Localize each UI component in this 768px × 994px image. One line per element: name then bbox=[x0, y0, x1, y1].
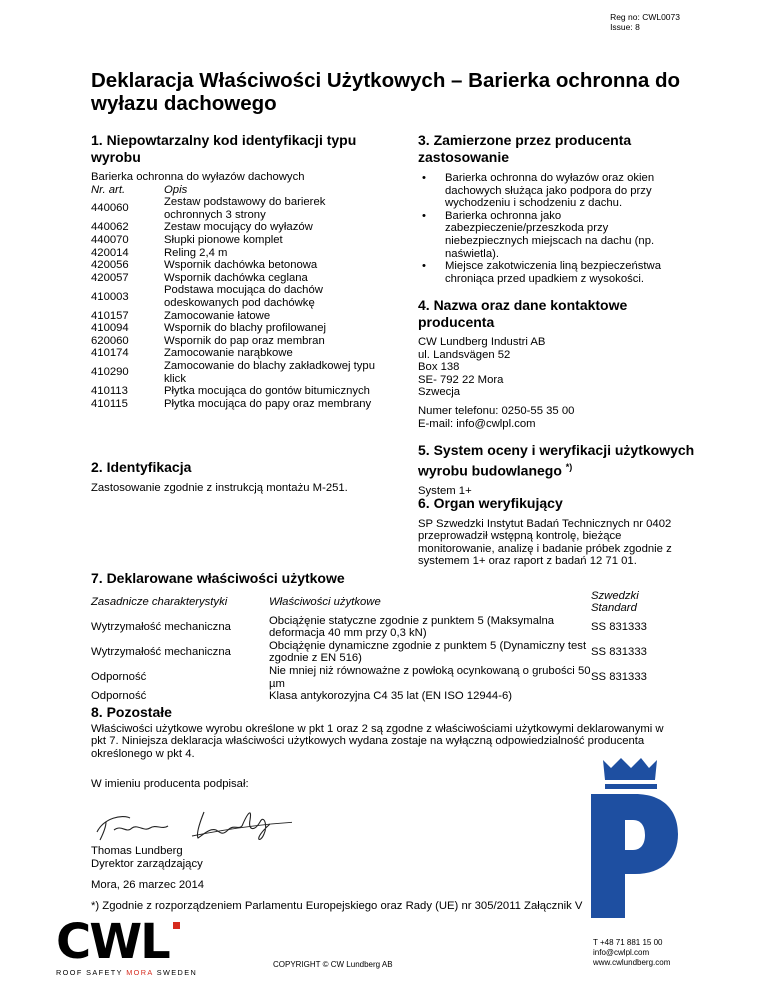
property-row bbox=[91, 615, 686, 640]
usage-item: • Miejsce zakotwiczenia liną bezpieczeństwa chroniąca przed upadkiem z wysokości. bbox=[418, 260, 680, 285]
properties-table bbox=[91, 590, 686, 703]
section-5-heading bbox=[418, 442, 698, 479]
address-block bbox=[418, 336, 680, 399]
item-row bbox=[91, 221, 381, 234]
property-value: Obciążęnie dynamiczne zgodnie z punktem 5 (Dynamiczny test zgodnie z EN 516) bbox=[269, 639, 587, 665]
signatory-role: Dyrektor zarządzający bbox=[91, 857, 203, 870]
property-characteristic: Odporność bbox=[91, 690, 147, 703]
item-row bbox=[91, 347, 381, 360]
reg-number: Reg no: CWL0073 bbox=[610, 12, 680, 22]
contact-phone: Numer telefonu: 0250-55 35 00 bbox=[418, 404, 575, 417]
col-standard-header: Szwedzki Standard bbox=[591, 589, 639, 615]
item-row bbox=[91, 284, 381, 309]
item-number: 420014 bbox=[91, 246, 129, 259]
footer-web: www.cwlundberg.com bbox=[593, 958, 671, 967]
property-characteristic: Odporność bbox=[91, 671, 147, 684]
properties-header bbox=[91, 590, 686, 615]
section-6-heading: 6. Organ weryfikujący bbox=[418, 495, 563, 511]
item-description: Wspornik do pap oraz membran bbox=[164, 334, 325, 347]
item-number: 410290 bbox=[91, 366, 129, 379]
item-number: 410115 bbox=[91, 397, 128, 410]
item-row bbox=[91, 234, 381, 247]
item-description: Zamocowanie łatowe bbox=[164, 309, 271, 322]
logo-dot-icon bbox=[173, 922, 180, 929]
section-8-heading: 8. Pozostałe bbox=[91, 704, 172, 720]
section-5-text: System 1+ bbox=[418, 484, 472, 497]
property-standard bbox=[591, 690, 686, 703]
property-standard: SS 831333 bbox=[591, 671, 647, 684]
col-properties-header: Właściwości użytkowe bbox=[269, 595, 381, 608]
usage-item: • Barierka ochronna do wyłazów oraz okien dachowych służąca jako podpora do przy wychodzeniu i schodzeniu z dachu. bbox=[418, 172, 680, 210]
item-number: 420056 bbox=[91, 259, 129, 272]
item-row bbox=[91, 385, 381, 398]
property-row bbox=[91, 690, 686, 703]
item-number: 440060 bbox=[91, 202, 129, 215]
property-characteristic: Wytrzymałość mechaniczna bbox=[91, 646, 231, 659]
footer-phone: T +48 71 881 15 00 bbox=[593, 938, 663, 947]
item-description: Zestaw mocujący do wyłazów bbox=[164, 221, 313, 234]
item-description: Płytka mocująca do papy oraz membrany bbox=[164, 397, 372, 410]
section-7-heading: 7. Deklarowane właściwości użytkowe bbox=[91, 570, 345, 586]
item-description: Wspornik do blachy profilowanej bbox=[164, 322, 327, 335]
item-description: Słupki pionowe komplet bbox=[164, 233, 283, 246]
cwl-logo bbox=[56, 914, 198, 977]
item-description: Reling 2,4 m bbox=[164, 246, 228, 259]
tagline-sweden: SWEDEN bbox=[156, 968, 198, 977]
issue-number: Issue: 8 bbox=[610, 22, 640, 32]
address-line: Szwecja bbox=[418, 386, 461, 399]
item-number: 420057 bbox=[91, 271, 129, 284]
contact-email: E-mail: info@cwlpl.com bbox=[418, 417, 536, 430]
item-number: 620060 bbox=[91, 334, 129, 347]
section-6 bbox=[418, 495, 700, 568]
footnote: *) Zgodnie z rozporządzeniem Parlamentu Europejskiego oraz Rady (UE) nr 305/2011 Załącznik V bbox=[91, 899, 583, 912]
section-1-heading: 1. Niepowtarzalny kod identyfikacji typu wyrobu bbox=[91, 132, 357, 165]
item-description: Zestaw podstawowy do barierek ochronnych 3 strony bbox=[164, 196, 326, 221]
address-line: SE- 792 22 Mora bbox=[418, 373, 504, 386]
signature-image bbox=[92, 800, 292, 850]
address-line: ul. Landsvägen 52 bbox=[418, 348, 511, 361]
col-opis-header: Opis bbox=[164, 183, 188, 196]
item-number: 440070 bbox=[91, 233, 129, 246]
item-description: Podstawa mocująca do dachów odeskowanych pod dachówkę bbox=[164, 284, 323, 309]
item-description: Płytka mocująca do gontów bitumicznych bbox=[164, 385, 370, 398]
address-line: CW Lundberg Industri AB bbox=[418, 336, 546, 348]
item-row bbox=[91, 196, 381, 221]
property-row bbox=[91, 640, 686, 665]
item-description: Zamocowanie do blachy zakładkowej typu klick bbox=[164, 359, 375, 385]
item-row bbox=[91, 322, 381, 335]
property-value: Obciążęnie statyczne zgodnie z punktem 5 (Maksymalna deformacja 40 mm przy 0,3 kN) bbox=[269, 614, 555, 640]
section-4-heading: 4. Nazwa oraz dane kontaktowe producenta bbox=[418, 297, 628, 330]
section-2-heading: 2. Identyfikacja bbox=[91, 459, 192, 475]
item-description: Zamocowanie narąbkowe bbox=[164, 347, 293, 360]
item-row bbox=[91, 398, 381, 411]
property-standard: SS 831333 bbox=[591, 646, 647, 659]
item-description: Wspornik dachówka ceglana bbox=[164, 271, 308, 284]
property-standard: SS 831333 bbox=[591, 620, 647, 633]
item-row bbox=[91, 310, 381, 323]
item-number: 410003 bbox=[91, 290, 129, 303]
item-number: 410174 bbox=[91, 347, 129, 360]
item-row bbox=[91, 247, 381, 260]
section-6-text: SP Szwedzki Instytut Badań Technicznych nr 0402 przeprowadził wstępną kontrolę, bieżące monitorowanie, analizę i badanie próbek zgodnie z systemem 1+ oraz raport z badań 12 71 01. bbox=[418, 517, 672, 568]
cwl-logo-text: CWL bbox=[56, 914, 169, 970]
property-value: Klasa antykorozyjna C4 35 lat (EN ISO 12944-6) bbox=[269, 690, 513, 703]
item-description: Wspornik dachówka betonowa bbox=[164, 259, 318, 272]
item-row bbox=[91, 360, 381, 385]
section-2-text: Zastosowanie zgodnie z instrukcją montażu M-251. bbox=[91, 481, 348, 494]
property-characteristic: Wytrzymałość mechaniczna bbox=[91, 620, 231, 633]
section-3 bbox=[418, 132, 680, 285]
usage-list bbox=[418, 172, 680, 285]
section-7 bbox=[91, 570, 691, 703]
section-4 bbox=[418, 297, 680, 430]
page-title: Deklaracja Właściwości Użytkowych – Barierka ochronna do wyłazu dachowego bbox=[91, 69, 681, 115]
section-5 bbox=[418, 442, 698, 497]
section-3-heading: 3. Zamierzone przez producenta zastosowanie bbox=[418, 132, 632, 165]
section-8-text: Właściwości użytkowe wyrobu określone w pkt 1 oraz 2 są zgodne z właściwościami użytkowymi deklarowanymi w pkt 7. Niniejsza deklaracja właściwości użytkowych wydana zostaje na wyłączną odpowiedzialność producenta określonego w pkt 4. bbox=[91, 722, 664, 760]
item-row bbox=[91, 259, 381, 272]
signatory-name: Thomas Lundberg bbox=[91, 845, 183, 857]
document-reference bbox=[610, 12, 680, 32]
place-date: Mora, 26 marzec 2014 bbox=[91, 879, 205, 892]
item-row bbox=[91, 335, 381, 348]
col-characteristics-header: Zasadnicze charakterystyki bbox=[91, 595, 228, 608]
copyright: COPYRIGHT © CW Lundberg AB bbox=[273, 960, 393, 969]
section-1-intro: Barierka ochronna do wyłazów dachowych bbox=[91, 171, 305, 183]
item-number: 440062 bbox=[91, 221, 129, 234]
item-row bbox=[91, 272, 381, 285]
signatory bbox=[91, 845, 582, 912]
signed-by-label: W imieniu producenta podpisał: bbox=[91, 778, 249, 791]
footer-contact bbox=[593, 938, 670, 968]
items-header bbox=[91, 184, 381, 197]
item-number: 410113 bbox=[91, 385, 128, 398]
usage-item: • Barierka ochronna jako zabezpieczenie/przeszkoda przy niebezpiecznych miejscach na dachu (np. naświetla). bbox=[418, 210, 680, 260]
items-table bbox=[91, 184, 381, 411]
property-value: Nie mniej niż równoważne z powłoką ocynkowaną o grubości 50 µm bbox=[269, 665, 591, 690]
section-5-heading-text: 5. System oceny i weryfikacji użytkowych wyrobu budowlanego bbox=[418, 442, 695, 479]
item-number: 410094 bbox=[91, 322, 129, 335]
section-1 bbox=[91, 132, 381, 410]
section-2 bbox=[91, 459, 381, 494]
item-number: 410157 bbox=[91, 309, 129, 322]
property-row bbox=[91, 665, 686, 690]
footnote-marker: *) bbox=[565, 461, 573, 472]
tagline-mora: MORA bbox=[126, 968, 154, 977]
col-nr-header: Nr. art. bbox=[91, 183, 126, 196]
cwl-tagline bbox=[56, 968, 197, 977]
footer-email: info@cwlpl.com bbox=[593, 948, 650, 957]
address-line: Box 138 bbox=[418, 361, 460, 374]
tagline-roof-safety: ROOF SAFETY bbox=[56, 968, 123, 977]
p-mark-logo bbox=[583, 758, 681, 918]
